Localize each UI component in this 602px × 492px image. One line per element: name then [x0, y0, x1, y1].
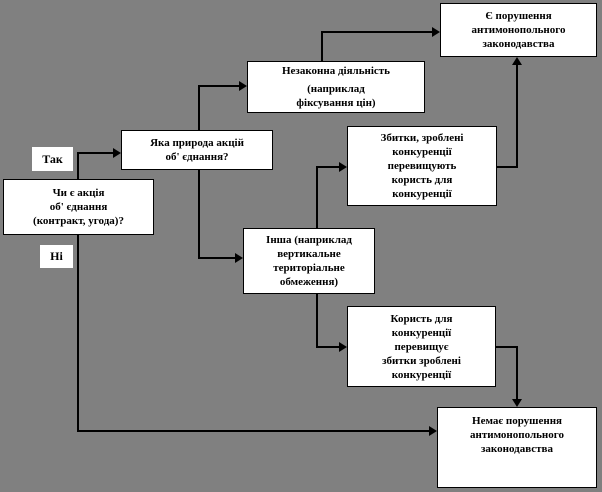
connector-nature-other-hline: [198, 257, 235, 259]
node-illegal-activity: [247, 61, 425, 113]
node-text-line: законодавства: [482, 38, 555, 50]
node-text-line: Користь для: [390, 312, 453, 325]
edge-label-yes: Так: [32, 147, 73, 171]
connector-no-arrowhead-icon: [429, 426, 437, 436]
connector-nature-illegal-vline: [198, 86, 200, 130]
node-text-line: Інша (наприклад: [266, 234, 352, 246]
connector-other-damages-vline: [316, 167, 318, 228]
connector-illegal-violation-vline: [321, 32, 323, 61]
connector-damages-violation-hline: [497, 166, 518, 168]
node-damages-exceed-benefit: [347, 126, 497, 206]
node-text-line: користь для: [391, 174, 453, 186]
connector-illegal-violation-arrowhead-icon: [432, 27, 440, 37]
connector-nature-illegal-arrowhead-icon: [239, 81, 247, 91]
node-text-line: Яка природа акцій: [150, 137, 244, 149]
node-text-line: антимонопольного: [469, 429, 564, 441]
node-nature-of-action: [121, 130, 273, 170]
node-text-line: обмеження): [279, 276, 339, 288]
connector-no-hline: [77, 430, 429, 432]
node-text-line: (контракт, угода)?: [33, 215, 124, 227]
connector-benefit-noviolation-vline: [516, 347, 518, 400]
node-text-line: збитки зроблені: [382, 354, 461, 367]
connector-yes-vline: [77, 152, 79, 179]
connector-nature-other-vline: [198, 169, 200, 259]
connector-other-damages-arrowhead-icon: [339, 162, 347, 172]
node-no-violation: [437, 407, 597, 488]
node-text-line: об' єднання: [49, 201, 108, 213]
connector-other-benefit-vline: [316, 293, 318, 348]
node-text-line: конкуренції: [391, 368, 452, 381]
connector-other-benefit-arrowhead-icon: [339, 342, 347, 352]
node-text-line: Незаконна діяльність: [281, 65, 391, 77]
connector-benefit-noviolation-arrowhead-icon: [512, 399, 522, 407]
node-is-merger-action: [3, 179, 154, 235]
node-text-line: Збитки, зроблені: [380, 132, 464, 144]
node-text-line: законодавства: [481, 443, 553, 455]
connector-yes-arrowhead-icon: [113, 148, 121, 158]
node-text-line: антимонопольного: [471, 24, 566, 36]
node-text-line: конкуренції: [392, 146, 452, 158]
connector-nature-illegal-hline: [198, 85, 239, 87]
connector-nature-other-arrowhead-icon: [235, 253, 243, 263]
node-text-line: конкуренції: [392, 188, 452, 200]
node-text-line: вертикальне: [277, 248, 341, 260]
node-text-line: (наприклад: [307, 83, 365, 95]
node-text-line: конкуренції: [391, 326, 452, 339]
connector-benefit-noviolation-hline: [496, 346, 518, 348]
node-text-line: Є порушення: [485, 10, 552, 22]
connector-other-benefit-hline: [316, 346, 339, 348]
node-text-line: перевищує: [394, 340, 449, 353]
edge-label-no: Ні: [40, 245, 73, 268]
node-text-line: фіксування цін): [296, 97, 376, 109]
connector-other-damages-hline: [316, 166, 339, 168]
node-other-restraint: [243, 228, 375, 294]
node-benefit-exceeds-damages: [347, 306, 496, 387]
connector-yes-hline: [77, 152, 113, 154]
node-violation: [440, 3, 597, 57]
connector-damages-violation-vline: [516, 64, 518, 168]
node-text-line: територіальне: [273, 262, 345, 274]
connector-illegal-violation-hline: [321, 31, 432, 33]
node-text-line: Чи є акція: [52, 187, 105, 199]
node-text-line: Немає порушення: [472, 415, 562, 427]
node-text-line: перевищують: [387, 160, 457, 172]
connector-damages-violation-arrowhead-icon: [512, 57, 522, 65]
node-text-line: об' єднання?: [165, 151, 229, 163]
connector-no-vline: [77, 234, 79, 432]
